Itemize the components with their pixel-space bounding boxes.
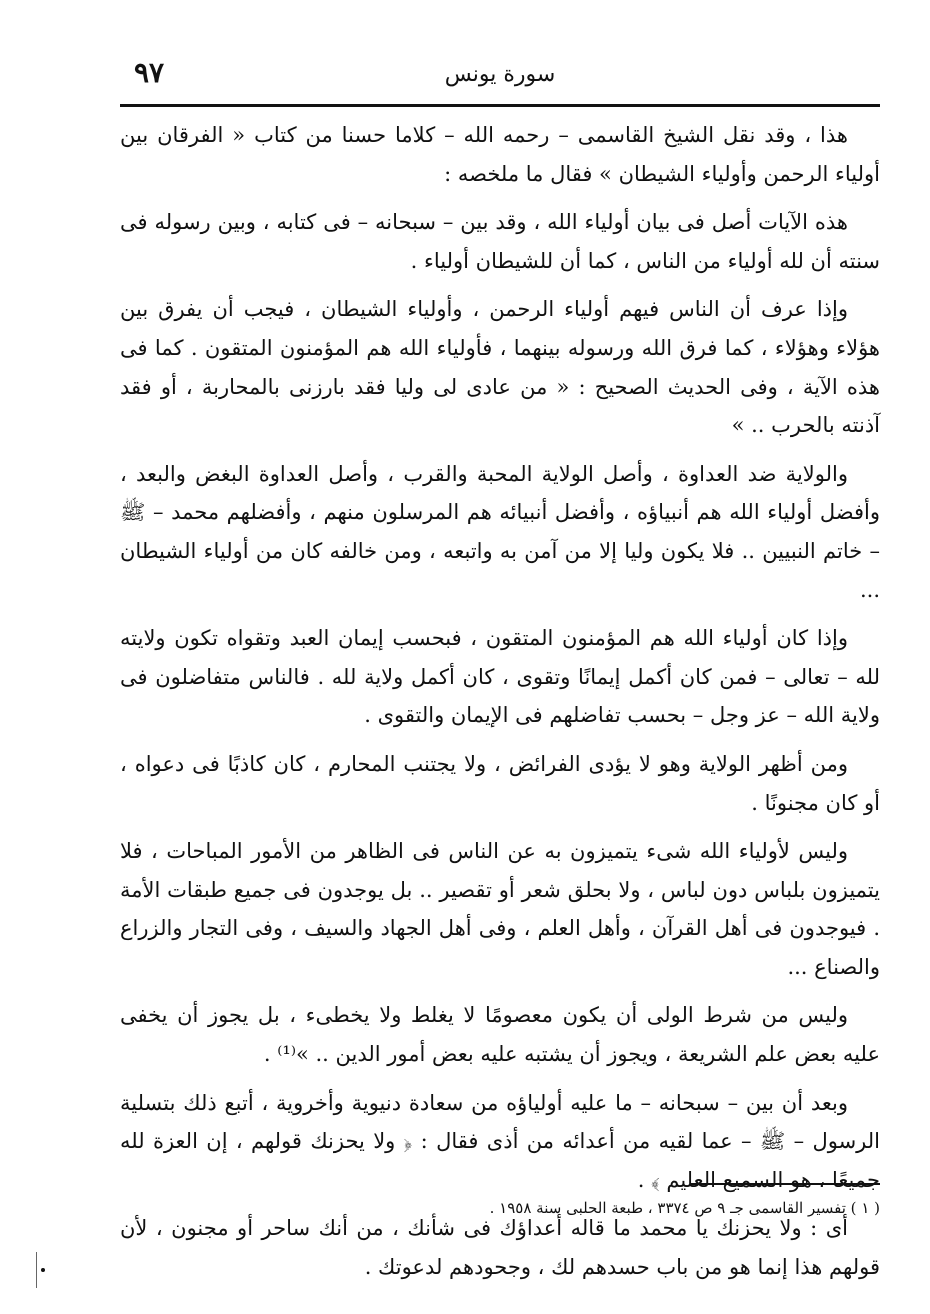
paragraph: ومن أظهر الولاية وهو لا يؤدى الفرائض ، ولا يجتنب المحارم ، كان كاذبًا فى دعواه ، أو كان مجنونًا . xyxy=(120,751,880,815)
margin-dot xyxy=(41,1268,45,1272)
paragraph: وإذا عرف أن الناس فيهم أولياء الرحمن ، وأولياء الشيطان ، فيجب أن يفرق بين هؤلاء وهؤلاء ، كما فرق الله ورسوله بينهما ، فأولياء الله هم المؤمنون المتقون . كما فى هذه الآية ، وفى الحديث الصحيح : « من عادى لى وليا فقد بارزنى بالمحاربة ، أو فقد آذنته بالحرب .. » xyxy=(120,297,880,438)
footnote-rule xyxy=(690,1183,880,1185)
header-rule xyxy=(120,104,880,107)
footnote: ( ١ ) تفسير القاسمى جـ ٩ ص ٣٣٧٤ ، طبعة الحلبى سنة ١٩٥٨ . xyxy=(489,1199,880,1217)
paragraph: وبعد أن بين – سبحانه – ما عليه أولياؤه من سعادة دنيوية وأخروية ، أتبع ذلك بتسلية الرسول – ﷺ – عما لقيه من أعدائه من أذى فقال : ﴿ ولا يحزنك قولهم ، إن العزة لله جميعًا ، هو السميع العليم ﴾ . xyxy=(120,1090,880,1192)
paragraph: هذه الآيات أصل فى بيان أولياء الله ، وقد بين – سبحانه – فى كتابه ، وبين رسوله فى سنته أن لله أولياء من الناس ، كما أن للشيطان أولياء . xyxy=(120,210,880,273)
page-header xyxy=(120,48,880,104)
page-number: ٩٧ xyxy=(134,56,165,89)
body-text xyxy=(120,116,880,1297)
paragraph: وليس لأولياء الله شىء يتميزون به عن الناس فى الظاهر من الأمور المباحات ، فلا يتميزون بلباس دون لباس ، ولا بحلق شعر أو تقصير .. بل يوجدون فى جميع طبقات الأمة . فيوجدون فى أهل القرآن ، وأهل العلم ، وفى أهل الجهاد والسيف ، وفى التجار والزراع والصناع ... xyxy=(120,839,880,979)
paragraph: أى : ولا يحزنك يا محمد ما قاله أعداؤك فى شأنك ، من أنك ساحر أو مجنون ، لأن قولهم هذا إنما هو من باب حسدهم لك ، وجحودهم لدعوتك . xyxy=(120,1216,880,1280)
paragraph: وليس من شرط الولى أن يكون معصومًا لا يغلط ولا يخطىء ، بل يجوز أن يخفى عليه بعض علم الشريعة ، ويجوز أن يشتبه عليه بعض أمور الدين .. »⁽¹⁾ . xyxy=(120,1003,880,1067)
margin-mark xyxy=(36,1252,37,1288)
running-title: سورة يونس xyxy=(444,62,556,87)
paragraph: والولاية ضد العداوة ، وأصل الولاية المحبة والقرب ، وأصل العداوة البغض والبعد ، وأفضل أولياء الله هم أنبياؤه ، وأفضل أنبيائه هم المرسلون منهم ، وأفضلهم محمد – ﷺ – خاتم النبيين .. فلا يكون وليا إلا من آمن به واتبعه ، ومن خالفه كان من أولياء الشيطان ... xyxy=(120,461,880,602)
paragraph: هذا ، وقد نقل الشيخ القاسمى – رحمه الله – كلاما حسنا من كتاب « الفرقان بين أولياء الرحمن وأولياء الشيطان » فقال ما ملخصه : xyxy=(120,123,880,186)
paragraph: وإذا كان أولياء الله هم المؤمنون المتقون ، فبحسب إيمان العبد وتقواه تكون ولايته لله – تعالى – فمن كان أكمل إيمانًا وتقوى ، كان أكمل ولاية لله . فالناس متفاضلون فى ولاية الله – عز وجل – بحسب تفاضلهم فى الإيمان والتقوى . xyxy=(120,626,880,728)
